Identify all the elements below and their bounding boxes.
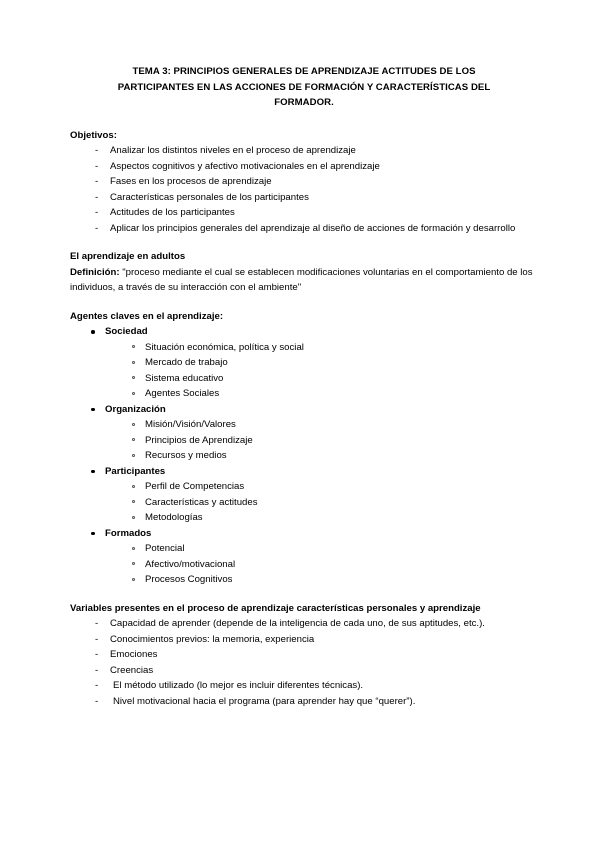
list-item [70, 510, 538, 526]
list-item [70, 647, 538, 663]
list-item [70, 526, 538, 542]
list-item [70, 479, 538, 495]
dash-marker: - [95, 191, 99, 203]
circle-bullet-icon [132, 495, 137, 511]
group-label: Organización [105, 403, 166, 415]
spacer [70, 236, 538, 249]
dash-marker: - [95, 222, 99, 234]
list-item-label: Actitudes de los participantes [110, 207, 235, 218]
sublist [70, 541, 538, 588]
list-item [70, 464, 538, 480]
list-item-label: Sistema educativo [145, 372, 224, 384]
circle-bullet-icon [132, 433, 137, 449]
list-item [70, 572, 538, 588]
heading-variables: Variables presentes en el proceso de aprendizaje características personales y aprendizaje [70, 602, 481, 614]
disc-bullet-icon [91, 464, 95, 480]
circle-bullet-icon [132, 371, 137, 387]
disc-bullet-icon [91, 324, 95, 340]
group-label: Formados [105, 527, 152, 539]
list-item [70, 433, 538, 449]
list-item-label: Afectivo/motivacional [145, 558, 236, 570]
list-item-label: Mercado de trabajo [145, 357, 228, 368]
spacer [70, 111, 538, 128]
list-item [70, 386, 538, 402]
circle-bullet-icon [132, 479, 137, 495]
list-item [70, 402, 538, 418]
list-item-label: Aspectos cognitivos y afectivo motivacionales en el aprendizaje [110, 160, 380, 172]
page-title [70, 64, 538, 111]
objetivos-list [70, 143, 538, 236]
variables-list [70, 616, 538, 709]
group-label: Sociedad [105, 326, 148, 337]
circle-bullet-icon [132, 386, 137, 402]
list-item-label: Principios de Aprendizaje [145, 434, 253, 446]
list-item-label: Emociones [110, 649, 158, 660]
page-title-line-1: TEMA 3: PRINCIPIOS GENERALES DE APRENDIZAJE ACTITUDES DE LOS [132, 66, 476, 77]
sublist [70, 417, 538, 464]
list-item [70, 541, 538, 557]
list-item [70, 371, 538, 387]
list-item [70, 159, 538, 175]
circle-bullet-icon [132, 417, 137, 433]
list-item-label: Fases en los procesos de aprendizaje [110, 176, 272, 187]
list-item [70, 448, 538, 464]
disc-bullet-icon [91, 402, 95, 418]
list-item-label: Nivel motivacional hacia el programa (para aprender hay que “querer”). [113, 695, 416, 707]
circle-bullet-icon [132, 448, 137, 464]
circle-bullet-icon [132, 510, 137, 526]
list-item [70, 143, 538, 159]
list-item [70, 417, 538, 433]
list-item [70, 557, 538, 573]
dash-marker: - [95, 618, 99, 629]
disc-bullet-icon [91, 526, 95, 542]
list-item [70, 221, 538, 237]
dash-marker: - [95, 680, 99, 691]
list-item [70, 495, 538, 511]
list-item-label: El método utilizado (lo mejor es incluir diferentes técnicas). [113, 680, 364, 691]
list-item-label: Agentes Sociales [145, 388, 220, 399]
circle-bullet-icon [132, 355, 137, 371]
definicion-text: "proceso mediante el cual se establecen modificaciones voluntarias en el comportamiento de los individuos, a través de su interacción con el ambiente" [70, 266, 533, 293]
definicion-paragraph [70, 265, 538, 296]
list-item-label: Características personales de los participantes [110, 191, 309, 203]
dash-marker: - [95, 207, 99, 218]
group-label: Participantes [105, 465, 166, 477]
page-title-line-3: FORMADOR. [274, 97, 334, 108]
list-item-label: Misión/Visión/Valores [145, 419, 236, 430]
page-title-line-2: PARTICIPANTES EN LAS ACCIONES DE FORMACIÓN Y CARACTERÍSTICAS DEL [117, 81, 491, 93]
heading-objetivos: Objetivos: [70, 129, 117, 141]
sublist [70, 479, 538, 526]
heading-aprendizaje-adultos: El aprendizaje en adultos [70, 251, 186, 262]
list-item [70, 340, 538, 356]
list-item-label: Procesos Cognitivos [145, 574, 233, 585]
list-item [70, 174, 538, 190]
heading-agentes-claves: Agentes claves en el aprendizaje: [70, 310, 224, 322]
dash-marker: - [95, 633, 99, 645]
list-item [70, 663, 538, 679]
list-item-label: Analizar los distintos niveles en el proceso de aprendizaje [110, 145, 356, 156]
list-item-label: Situación económica, política y social [145, 341, 304, 353]
list-item-label: Creencias [110, 664, 154, 676]
list-item-label: Perfil de Competencias [145, 481, 245, 492]
list-item-label: Recursos y medios [145, 450, 227, 461]
list-item [70, 190, 538, 206]
list-item-label: Capacidad de aprender (depende de la inteligencia de cada uno, de sus aptitudes, etc.). [110, 618, 485, 629]
list-item-label: Conocimientos previos: la memoria, experiencia [110, 633, 315, 645]
circle-bullet-icon [132, 340, 137, 356]
definicion-label: Definición: [70, 266, 120, 278]
circle-bullet-icon [132, 541, 137, 557]
spacer [70, 588, 538, 601]
list-item [70, 355, 538, 371]
dash-marker: - [95, 664, 99, 676]
dash-marker: - [95, 145, 99, 156]
list-item [70, 678, 538, 694]
dash-marker: - [95, 176, 99, 187]
list-item-label: Potencial [145, 543, 185, 554]
list-item [70, 632, 538, 648]
dash-marker: - [95, 160, 99, 172]
list-item-label: Aplicar los principios generales del aprendizaje al diseño de acciones de formación y desarrollo [110, 222, 516, 234]
list-item [70, 694, 538, 710]
list-item-label: Características y actitudes [145, 496, 258, 508]
list-item-label: Metodologías [145, 512, 203, 523]
spacer [70, 296, 538, 309]
dash-marker: - [95, 649, 99, 660]
sublist [70, 340, 538, 402]
dash-marker: - [95, 695, 99, 707]
agentes-claves-list [70, 324, 538, 588]
list-item [70, 616, 538, 632]
list-item [70, 205, 538, 221]
list-item [70, 324, 538, 340]
circle-bullet-icon [132, 572, 137, 588]
circle-bullet-icon [132, 557, 137, 573]
